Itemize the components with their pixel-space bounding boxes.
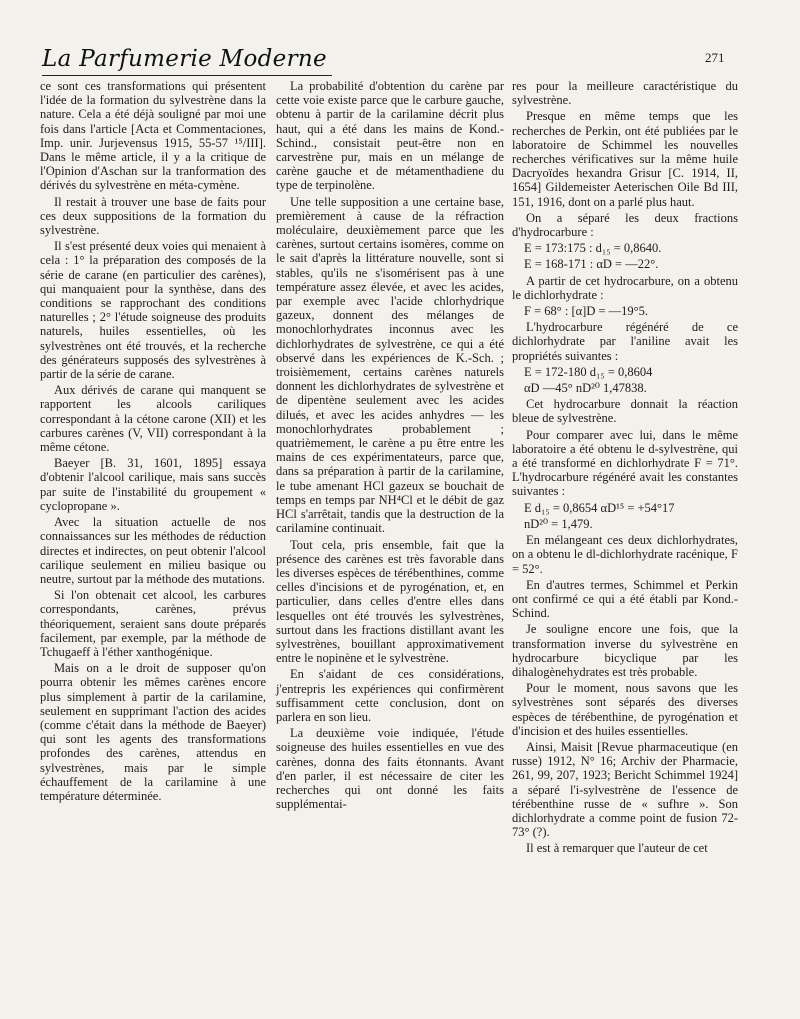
paragraph: Mais on a le droit de supposer qu'on pourra obtenir les mêmes carènes encore plus simplement à partir de la carilamine, seulement en supprimant l'action des acides (comme c'était dans la méthode de Baeyer) qui sont les agents des transformations profondes des carènes, attendus en sylvestrènes, mais par le simple échauffement de la carilamine à une température déterminée.: [40, 661, 266, 803]
masthead-rule: [42, 75, 332, 76]
paragraph: En mélangeant ces deux dichlorhydrates, on a obtenu le dl-dichlorhydrate racénique, F = 52°.: [512, 533, 738, 576]
paragraph: Ainsi, Maisit [Revue pharmaceutique (en russe) 1912, N° 16; Archiv der Pharmacie, 261, 99, 207, 1923; Bericht Schimmel 1924] a séparé l'i-sylvestrène de l'essence de térébenthine russe de « sufhre ». Son dichlorhydrate a comme point de fusion 72-73° (?).: [512, 739, 738, 840]
text-column-2: [276, 79, 504, 813]
paragraph: Il s'est présenté deux voies qui menaient à cela : 1° la préparation des composés de la série de carane (en particulier des carènes), qui manquaient pour la synthèse, dans des conditions se rapprochant des conditions naturelles ; 2° l'étude soigneuse des produits naturels, huiles essentielles, où les sylvestrènes ont été trouvés, et la recherche des générateurs supposés des sylvestrènes à partir de la série de carane.: [40, 239, 266, 382]
paragraph: La deuxième voie indiquée, l'étude soigneuse des huiles essentielles en vue des carènes, donna des faits étonnants. Avant d'en parler, il est nécessaire de citer les recherches qui ont donné les faits supplémentai-: [276, 726, 504, 812]
page-number: 271: [705, 50, 725, 65]
paragraph: L'hydrocarbure régénéré de ce dichlorhydrate par l'aniline avait les propriétés suivantes :: [512, 320, 738, 363]
paragraph: Presque en même temps que les recherches de Perkin, ont été publiées par le laboratoire de Schimmel les nouvelles recherches vérificatives sur la même huile Dacryoïdes hexandra Grisur [C. 1914, II, 1654] Gildemeister Aeterischen Oile Bd III, 151, 1916, dont on a parlé plus haut.: [512, 109, 738, 209]
paragraph: Pour le moment, nous savons que les sylvestrènes sont séparés des diverses espèces de térébenthine, de pyrogénation et d'incision et des huiles essentielles.: [512, 681, 738, 738]
paragraph: Avec la situation actuelle de nos connaissances sur les méthodes de réduction directes et indirectes, on peut obtenir l'alcool carilique seulement en milieu basique ou neutre, surtout par la méthode des mutations.: [40, 515, 266, 586]
paragraph: Je souligne encore une fois, que la transformation inverse du sylvestrène en hydrocarbure bicyclique par les dihalogènehydrates est très probable.: [512, 622, 738, 679]
paragraph: Il restait à trouver une base de faits pour ces deux suppositions de la formation du sylvestrène.: [40, 194, 266, 238]
paragraph: En d'autres termes, Schimmel et Perkin ont confirmé ce qui a été établi par Kond.-Schind.: [512, 577, 738, 621]
equation: nD²⁰ = 1,479.: [524, 516, 593, 531]
paragraph: A partir de cet hydrocarbure, on a obtenu le dichlorhydrate :: [512, 273, 738, 302]
equation: E d₁₅ = 0,8654 αD¹⁵ = +54°17: [524, 500, 675, 515]
text-column-3: [512, 79, 738, 858]
paragraph: En s'aidant de ces considérations, j'entrepris les expériences qui confirmèrent suffisamment cette conclusion, dont on parlera en son lieu.: [276, 667, 504, 724]
equation: E = 172-180 d₁₅ = 0,8604: [524, 364, 653, 379]
masthead: La Parfumerie Moderne: [42, 46, 327, 72]
equation: E = 173:175 : d₁₅ = 0,8640.: [524, 241, 662, 256]
paragraph: Pour comparer avec lui, dans le même laboratoire a été obtenu le d-sylvestrène, qui a été transformé en dichlorhydrate F = 71°. L'hydrocarbure régénéré avait les constantes suivantes :: [512, 427, 738, 499]
equation: αD —45° nD²⁰ 1,47838.: [524, 381, 647, 396]
paragraph: Baeyer [B. 31, 1601, 1895] essaya d'obtenir l'alcool carilique, mais sans succès par suite de l'instabilité du groupement « cyclopropane ».: [40, 456, 266, 513]
paragraph: Aux dérivés de carane qui manquent se rapportent les alcools cariliques correspondant à la cétone carone (XII) et les carbures carènes (V, VII) correspondant à la même cétone.: [40, 383, 266, 455]
paragraph: Cet hydrocarbure donnait la réaction bleue de sylvestrène.: [512, 397, 738, 426]
equation: E = 168-171 : αD = —22°.: [524, 257, 659, 272]
paragraph: On a séparé les deux fractions d'hydrocarbure :: [512, 210, 738, 240]
text-column-1: [40, 79, 266, 805]
paragraph: Tout cela, pris ensemble, fait que la présence des carènes est très favorable dans les diverses espèces de térébenthines, comme celles d'incisions et de pyrogénation, et, en particulier, dans celles d'entre elles dans lesquelles ont été trouvés les sylvestrènes, surtout dans les fractions distillant avant les sylvestrènes, bouillant approximativement entre le nopinène et le sylvestrène.: [276, 537, 504, 666]
paragraph: res pour la meilleure caractéristique du sylvestrène.: [512, 79, 738, 108]
paragraph: ce sont ces transformations qui présentent l'idée de la formation du sylvestrène dans la nature. Cela a été déjà souligné par moi une fois dans l'article [Acta et Commentaciones, Imp. unir. Jurjevensus 1915, 55-57 ¹⁵/III]. Dans le même article, il y a la critique de l'Opinion d'Aschan sur la tranformation des dérivés du sylvestrène en méta-cymène.: [40, 79, 266, 193]
paragraph: Il est à remarquer que l'auteur de cet: [526, 841, 708, 856]
paragraph: La probabilité d'obtention du carène par cette voie existe parce que le carbure gauche, obtenu à partir de la carilamine décrit plus haut, qui a été dans les mains de Kond.-Schind., consistait peut-être non en carvestrène pur, mais en un mélange de carène gauche et de métamenthadiene du type de terpinolène.: [276, 79, 504, 193]
paragraph: Une telle supposition a une certaine base, premièrement à cause de la réfraction moléculaire, deuxièmement parce que les carènes, surtout certains isomères, comme on le sait d'après la littérature nouvelle, sont si stables, qu'ils ne s'isomérisent pas à une température assez élevée, et avec les acides, par exemple avec l'acide chlorhydrique gazeux, donnent des mélanges de monochlorhydrates inconnus avec les dichlorhydrates de sylvestrène, ce qui a été observé dans les expériences de K.-Sch. ; troisièmement, certains carènes naturels donnent les dichlorhydrates de sylvestrène et de dipentène seulement avec les acides dilués, et avec les acides anhydres — les monochlorhydrates probablement ; quatrièmement, le carène a pu être entre les mains de ces expérimentateurs, parce que, dans sa préparation à partir de la carilamine, le tube amenant HCl gazeux se bouchait de temps en temps par NH⁴Cl et le débit de gaz HCl s'arrêtait, tandis que la destruction de la carilamine continuait.: [276, 194, 504, 536]
equation: F = 68° : [α]D = —19°5.: [524, 304, 649, 319]
paragraph: Si l'on obtenait cet alcool, les carbures correspondants, carènes, prévus théoriquement, seraient sans doute préparés facilement, par exemple, par la méthode de Tchugaeff à l'éther xanthogénique.: [40, 588, 266, 659]
